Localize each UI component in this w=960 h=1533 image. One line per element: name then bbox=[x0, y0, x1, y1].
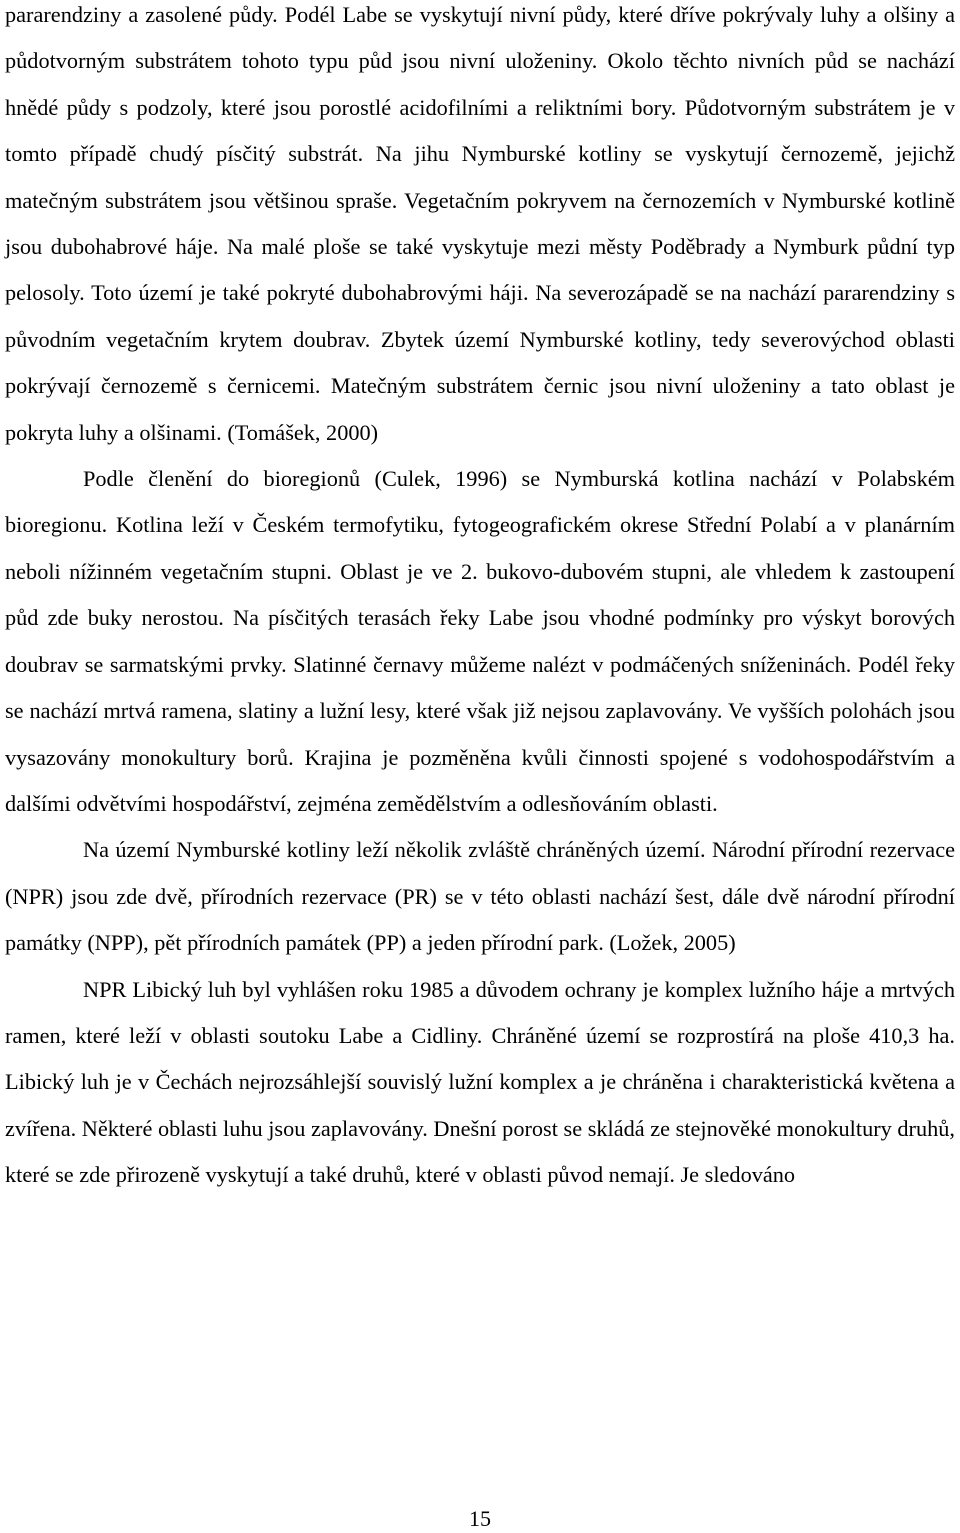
paragraph-protected-areas: Na území Nymburské kotliny leží několik zvláště chráněných území. Národní přírodní rezervace (NPR) jsou zde dvě, přírodních rezervace (PR) se v této oblasti nachází šest, dále dvě národní přírodní památky (NPP), pět přírodních památek (PP) a jeden přírodní park. (Ložek, 2005) bbox=[5, 837, 955, 956]
document-page bbox=[5, 0, 955, 1199]
page-number: 15 bbox=[469, 1506, 491, 1531]
paragraph-libicky-luh: NPR Libický luh byl vyhlášen roku 1985 a důvodem ochrany je komplex lužního háje a mrtvých ramen, které leží v oblasti soutoku Labe a Cidliny. Chráněné území se rozprostírá na ploše 410,3 ha. Libický luh je v Čechách nejrozsáhlejší souvislý lužní komplex a je chráněna i charakteristická květena a zvířena. Některé oblasti luhu jsou zaplavovány. Dnešní porost se skládá ze stejnověké monokultury druhů, které se zde přirozeně vyskytují a také druhů, které v oblasti původ nemají. Je sledováno bbox=[5, 976, 955, 1188]
paragraph-bioregions: Podle členění do bioregionů (Culek, 1996) se Nymburská kotlina nachází v Polabském bioregionu. Kotlina leží v Českém termofytiku, fytogeografickém okrese Střední Polabí a v planárním neboli nížinném vegetačním stupni. Oblast je ve 2. bukovo-dubovém stupni, ale vhledem k zastoupení půd zde buky nerostou. Na písčitých terasách řeky Labe jsou vhodné podmínky pro výskyt borových doubrav se sarmatskými prvky. Slatinné černavy můžeme nalézt v podmáčených sníženinách. Podél řeky se nachází mrtvá ramena, slatiny a lužní lesy, které však již nejsou zaplavovány. Ve vyšších polohách jsou vysazovány monokultury borů. Krajina je pozměněna kvůli činnosti spojené s vodohospodářstvím a dalšími odvětvími hospodářství, zejména zemědělstvím a odlesňováním oblasti. bbox=[5, 466, 955, 816]
paragraph-soils: pararendziny a zasolené půdy. Podél Labe se vyskytují nivní půdy, které dříve pokrývaly luhy a olšiny a půdotvorným substrátem tohoto typu půd jsou nivní uloženiny. Okolo těchto nivních půd se nachází hnědé půdy s podzoly, které jsou porostlé acidofilními a reliktními bory. Půdotvorným substrátem je v tomto případě chudý písčitý substrát. Na jihu Nymburské kotliny se vyskytují černozemě, jejichž matečným substrátem jsou většinou spraše. Vegetačním pokryvem na černozemích v Nymburské kotlině jsou dubohabrové háje. Na malé ploše se také vyskytuje mezi městy Poděbrady a Nymburk půdní typ pelosoly. Toto území je také pokryté dubohabrovými háji. Na severozápadě se na nachází pararendziny s původním vegetačním krytem doubrav. Zbytek území Nymburské kotliny, tedy severovýchod oblasti pokrývají černozemě s černicemi. Matečným substrátem černic jsou nivní uloženiny a tato oblast je pokryta luhy a olšinami. (Tomášek, 2000) bbox=[5, 2, 955, 445]
